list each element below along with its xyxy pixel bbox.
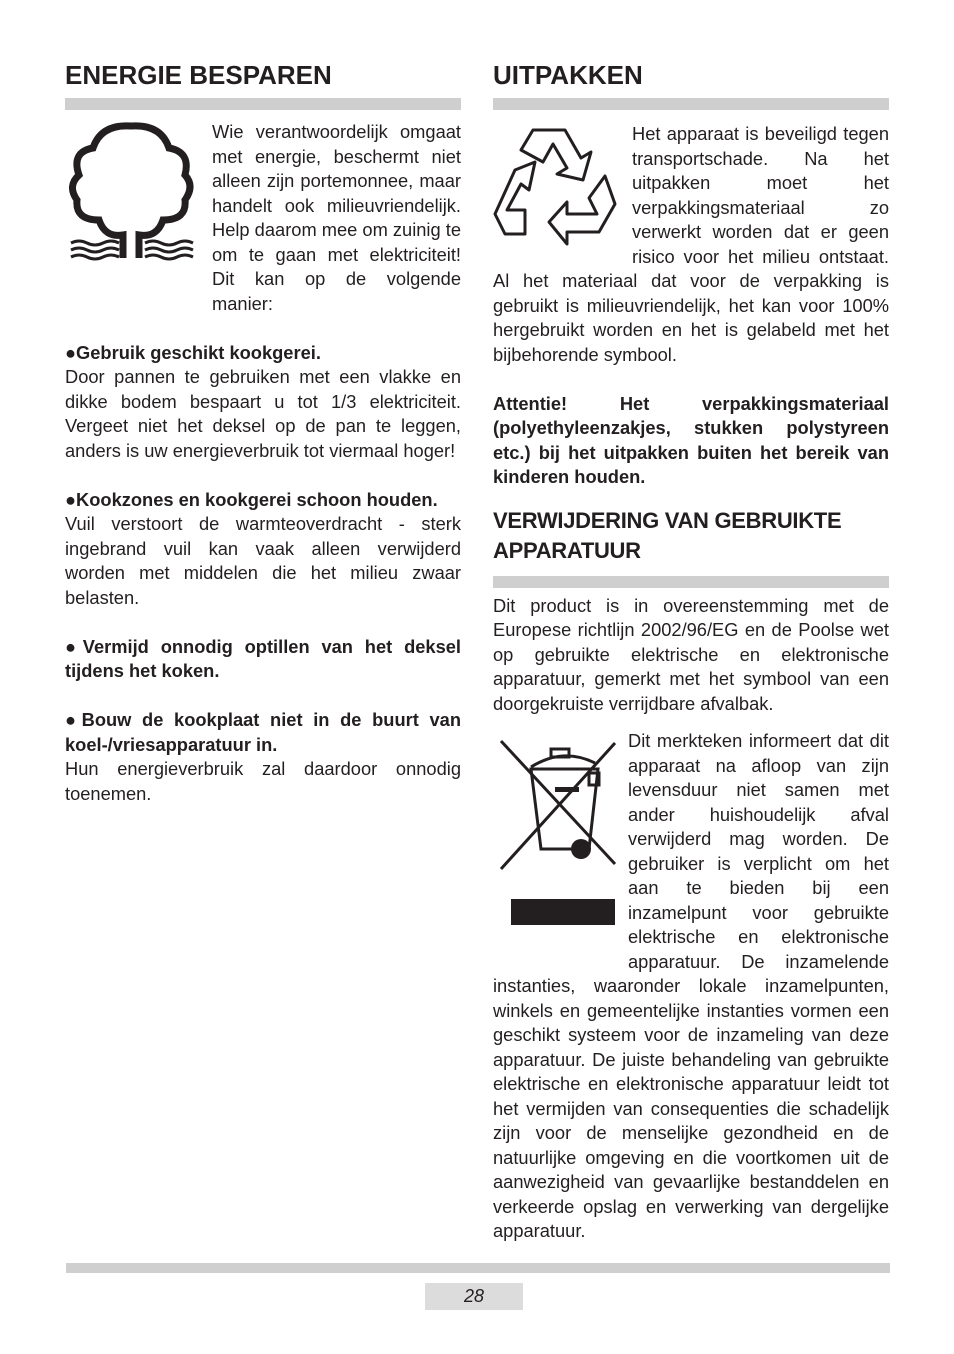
tip-text: Hun energieverbruik zal daardoor onnodig toenemen. (65, 758, 461, 804)
uitpakken-intro: Het apparaat is beveiligd tegen transportschade. Na het uitpakken moet het verpakkingsmateriaal zo verwerkt worden dat er geen risico voor het milieu ontstaat. Al het materiaal dat voor de verpakking is gebruikt is milieuvriendelijk, het kan voor 100% hergebruikt worden en het is gelabeld met het bijbehorende symbool. (493, 123, 889, 365)
recycle-icon (493, 122, 632, 268)
section-divider (65, 98, 461, 110)
tip-text: Vuil verstoort de warmteoverdracht - sterk ingebrand vuil kan vaak alleen verwijderd worden met middelen die het milieu zwaar belasten. (65, 513, 461, 608)
tip-heading: ●Vermijd onnodig optillen van het deksel tijdens het koken. (65, 635, 461, 681)
right-column (493, 60, 889, 1244)
energie-intro: Wie verantwoordelijk omgaat met energie, beschermt niet alleen zijn portemonnee, maar handelt ook milieuvriendelijk. Help daarom mee om zuinig te om te gaan met elektriciteit! Dit kan op de volgende manier: (212, 121, 461, 314)
section-divider (493, 576, 889, 588)
footer-divider (66, 1263, 890, 1273)
verwijdering-para1: Dit product is in overeenstemming met de Europese richtlijn 2002/96/EG en de Poolse wet op gebruikte elektrische en elektronische apparatuur, gemerkt met het symbool van een doorgekruiste verrijdbare afvalbak. (493, 594, 889, 714)
section-title-verwijdering: VERWIJDERING VAN GEBRUIKTE APPARATUUR (493, 507, 842, 563)
tip-heading: ●Kookzones en kookgerei schoon houden. (65, 488, 438, 510)
page-number: 28 (425, 1283, 523, 1310)
verwijdering-para2: Dit merkteken informeert dat dit apparaat na afloop van zijn levensduur niet samen met ander huishoudelijk afval verwijderd mag worden. De gebruiker is verplicht om het aan te bieden bij een inzamelpunt voor gebruikte elektrische en elektronische apparatuur. De inzamelende instanties, waaronder lokale inzamelpunten, winkels en gemeentelijke instanties vormen een geschikt systeem voor de inzameling van deze apparatuur. De juiste behandeling van gebruikte elektrische en elektronische apparatuur leidt tot het vermijden van consequenties die schadelijk zijn voor de menselijke gezondheid en de natuurlijke omgeving en die voortkomen uit de aanwezigheid van gevaarlijke bestanddelen en verkeerde opslag en verwerking van dergelijke apparatuur. (493, 730, 889, 1241)
tip-heading: ●Bouw de kookplaat niet in de buurt van koel-/vriesapparatuur in. (65, 709, 461, 755)
section-title-energie: ENERGIE BESPAREN (65, 60, 332, 90)
left-column (65, 60, 461, 806)
weee-crossed-bin-icon (493, 729, 628, 950)
tip-text: Door pannen te gebruiken met een vlakke en dikke bodem bespaart u tot 1/3 elektriciteit. Vergeet niet het deksel op de pan te leggen, anders is uw energieverbruik tot viermaal hoger! (65, 366, 461, 461)
tip-heading: ●Gebruik geschikt kookgerei. (65, 341, 321, 363)
tree-icon (65, 120, 212, 292)
section-divider (493, 98, 889, 110)
section-title-uitpakken: UITPAKKEN (493, 60, 643, 90)
packaging-warning: Attentie! Het verpakkingsmateriaal (polyethyleenzakjes, stukken polystyreen etc.) bij het uitpakken buiten het bereik van kinderen houden. (493, 392, 889, 487)
